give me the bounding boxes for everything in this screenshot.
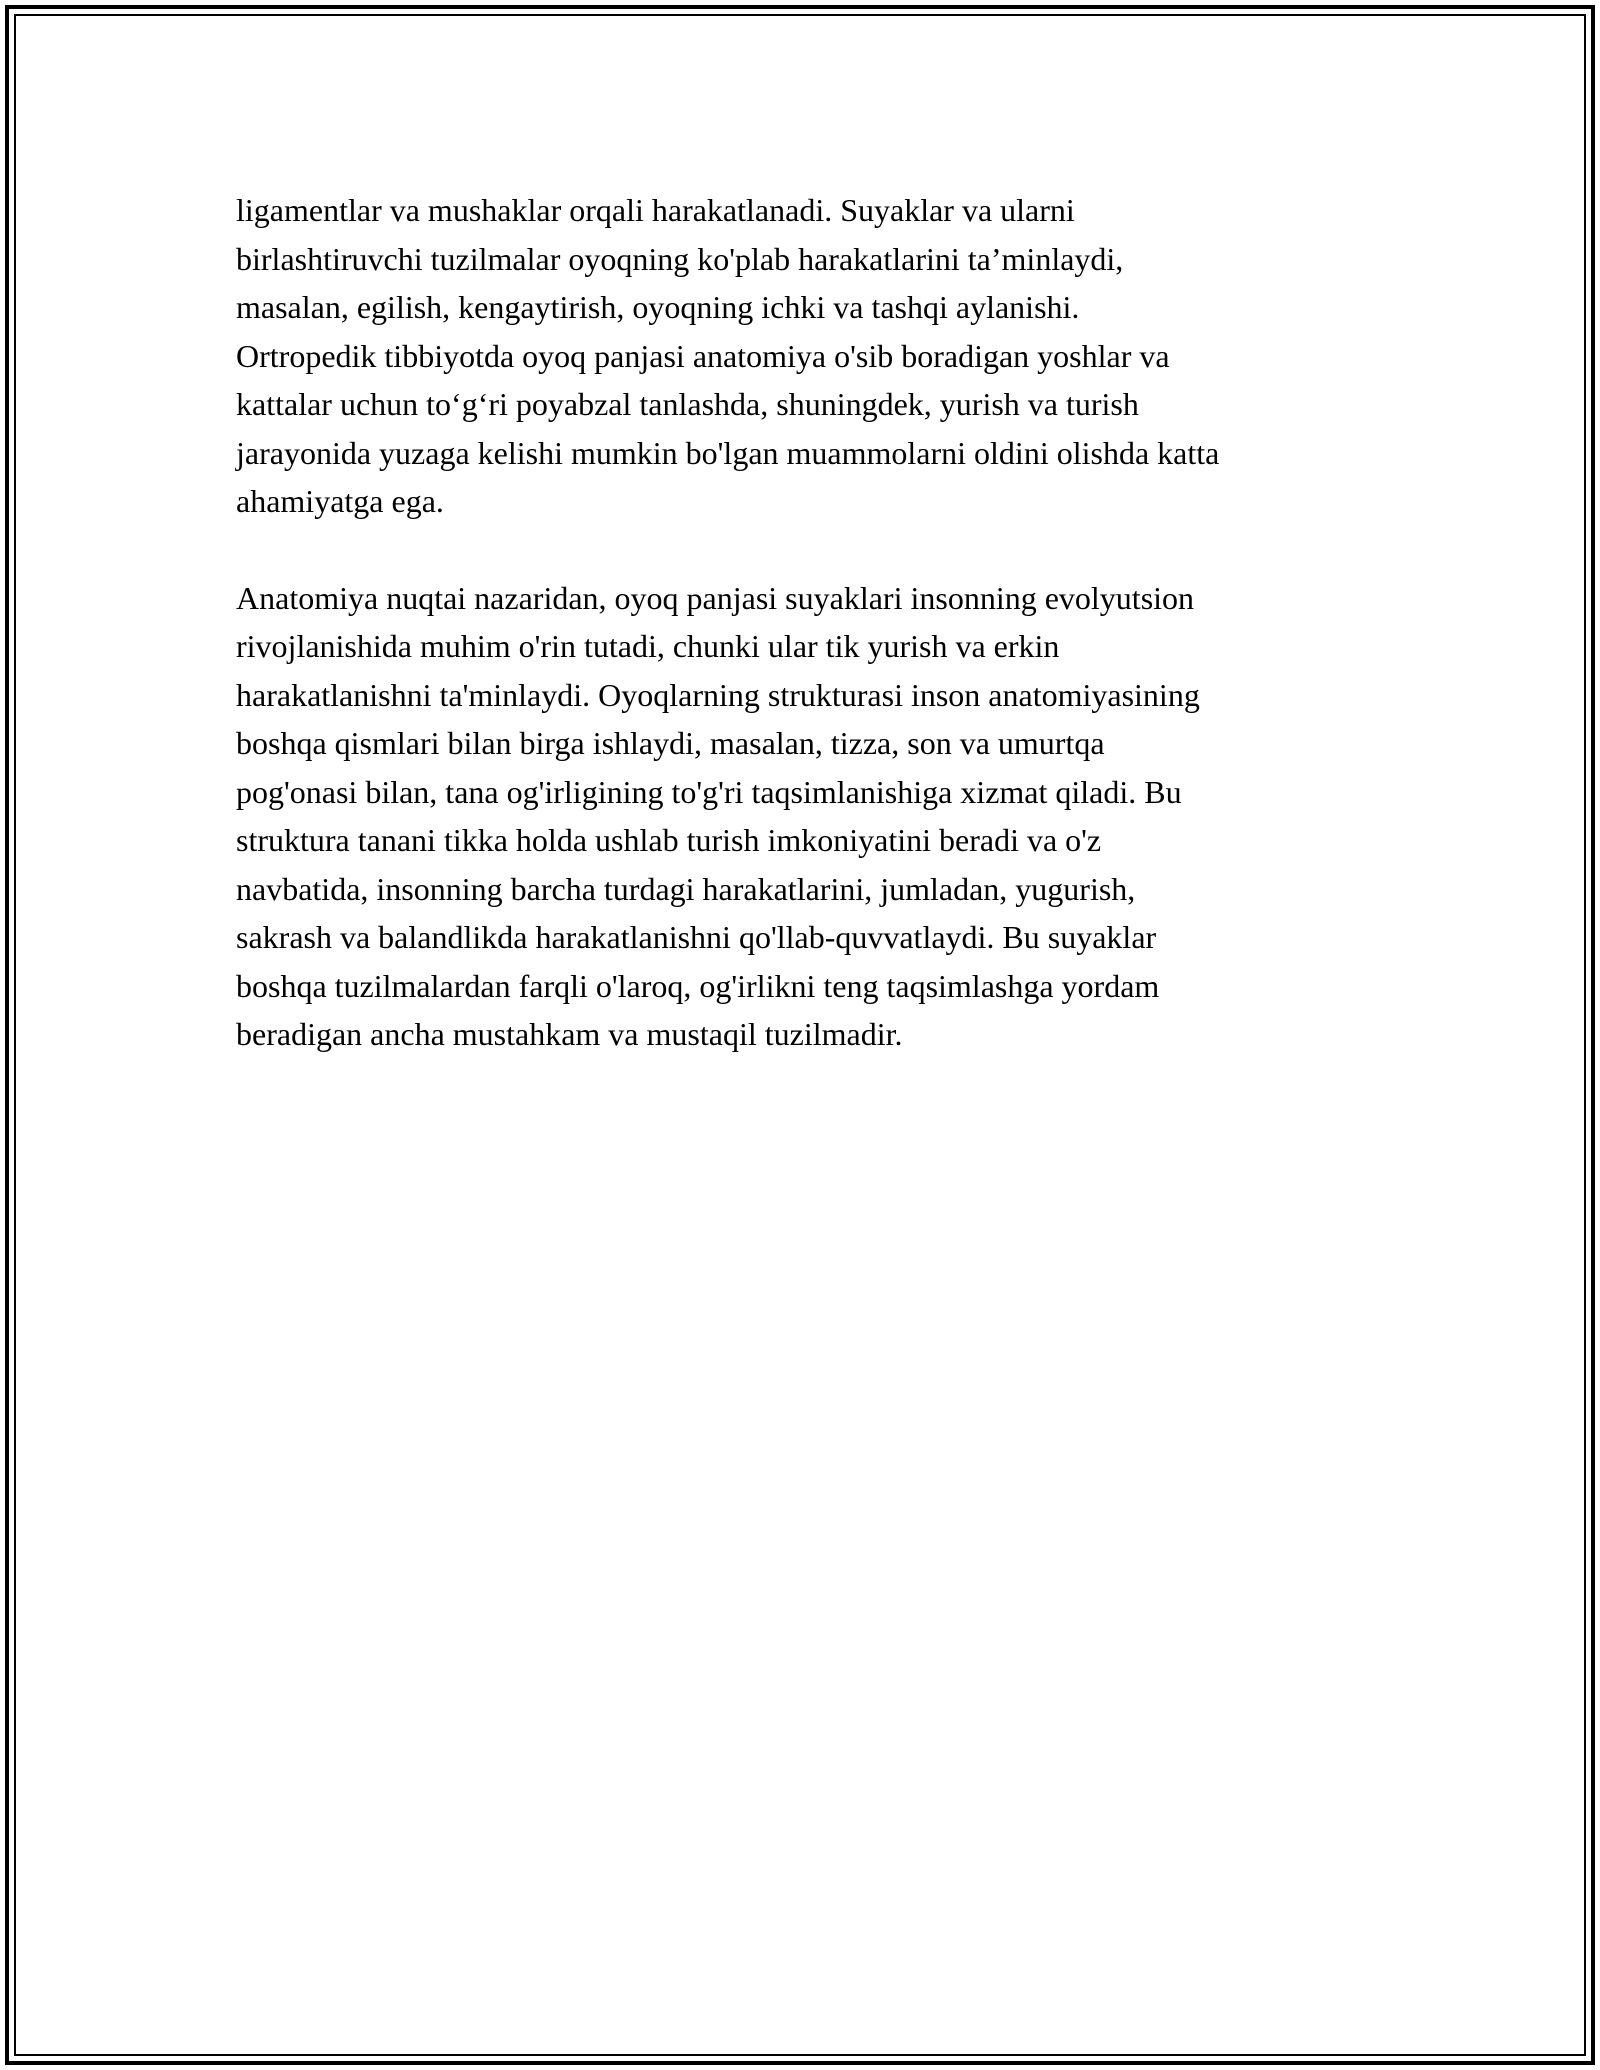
text-line: Ortropedik tibbiyotda oyoq panjasi anatomiya o'sib boradigan yoshlar va [236,337,1170,374]
text-line: ligamentlar va mushaklar orqali harakatlanadi. Suyaklar va ularni [236,192,1075,228]
text-line: masalan, egilish, kengaytirish, oyoqning ichki va tashqi aylanishi. [236,289,1080,325]
text-line: birlashtiruvchi tuzilmalar oyoqning ko'plab harakatlarini ta’minlaydi, [236,240,1124,277]
text-line: navbatida, insonning barcha turdagi harakatlarini, jumladan, yugurish, [236,870,1136,907]
text-line: Anatomiya nuqtai nazaridan, oyoq panjasi suyaklari insonning evolyutsion [236,579,1195,616]
text-line: beradigan ancha mustahkam va mustaqil tuzilmadir. [236,1016,903,1052]
text-line: harakatlanishni ta'minlaydi. Oyoqlarning strukturasi inson anatomiyasining [236,676,1200,713]
text-line: struktura tanani tikka holda ushlab turish imkoniyatini beradi va o'z [236,822,1102,858]
text-line: boshqa tuzilmalardan farqli o'laroq, og'irlikni teng taqsimlashga yordam [236,967,1160,1004]
paragraph-2 [236,574,1386,1059]
paragraph-1 [236,186,1386,526]
text-line: kattalar uchun toʻgʻri poyabzal tanlashda, shuningdek, yurish va turish [236,386,1139,422]
text-line: boshqa qismlari bilan birga ishlaydi, masalan, tizza, son va umurtqa [236,725,1105,761]
document-body [236,186,1386,1059]
text-line: pog'onasi bilan, tana og'irligining to'g'ri taqsimlanishiga xizmat qiladi. Bu [236,773,1182,810]
text-line: rivojlanishida muhim o'rin tutadi, chunki ular tik yurish va erkin [236,628,1060,664]
text-line: jarayonida yuzaga kelishi mumkin bo'lgan muammolarni oldini olishda katta [236,434,1220,471]
text-line: sakrash va balandlikda harakatlanishni qo'llab-quvvatlaydi. Bu suyaklar [236,919,1157,955]
text-line: ahamiyatga ega. [236,483,444,519]
